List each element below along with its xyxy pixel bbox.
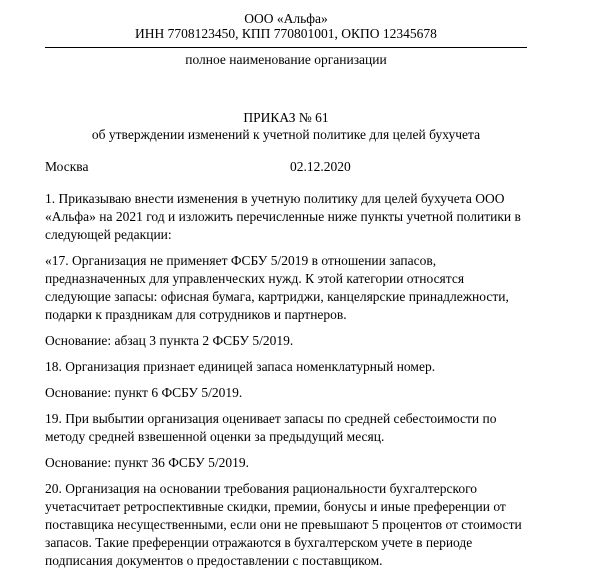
order-body xyxy=(45,190,527,569)
date-value: 02.12.2020 xyxy=(290,159,351,174)
org-caption: полное наименование организации xyxy=(185,52,387,67)
org-details: ИНН 7708123450, КПП 770801001, ОКПО 12345678 xyxy=(135,25,437,41)
order-title-block xyxy=(45,109,527,143)
order-subtitle: об утверждении изменений к учетной политике для целей бухучета xyxy=(91,127,481,142)
paragraph-1: 1. Приказываю внести изменения в учетную политику для целей бухучета ООО «Альфа» на 2021 год и изложить перечисленные ниже пункты учетной политики в следующей редакции: xyxy=(45,191,521,242)
place-date-line xyxy=(45,158,527,176)
basis-18: Основание: пункт 6 ФСБУ 5/2019. xyxy=(45,385,243,400)
order-title: ПРИКАЗ № 61 xyxy=(243,110,329,125)
basis-19: Основание: пункт 36 ФСБУ 5/2019. xyxy=(45,455,249,470)
header-divider xyxy=(45,47,527,48)
paragraph-18: 18. Организация признает единицей запаса номенклатурный номер. xyxy=(45,359,436,374)
org-name: ООО «Альфа» xyxy=(244,11,328,26)
paragraph-19: 19. При выбытии организация оценивает запасы по средней себестоимости по методу средней взвешенной оценки за предыдущий месяц. xyxy=(45,411,497,444)
document-header xyxy=(45,12,527,67)
paragraph-20: 20. Организация на основании требования рациональности бухгалтерского учетасчитает ретроспективные скидки, премии, бонусы и иные преференции от поставщика несущественными, если они не превышают 5 процентов от стоимости запасов. Такие преференции отражаются в бухгалтерском учете в периоде подписания документов о предоставлении с поставщиком. xyxy=(45,481,522,568)
basis-17: Основание: абзац 3 пункта 2 ФСБУ 5/2019. xyxy=(45,333,294,348)
city-label: Москва xyxy=(45,159,89,174)
paragraph-17: «17. Организация не применяет ФСБУ 5/2019 в отношении запасов, предназначенных для управленческих нужд. К этой категории относятся следующие запасы: офисная бумага, картриджи, канцелярские принадлежности, подарки к праздникам для сотрудников и партнеров. xyxy=(45,253,509,322)
